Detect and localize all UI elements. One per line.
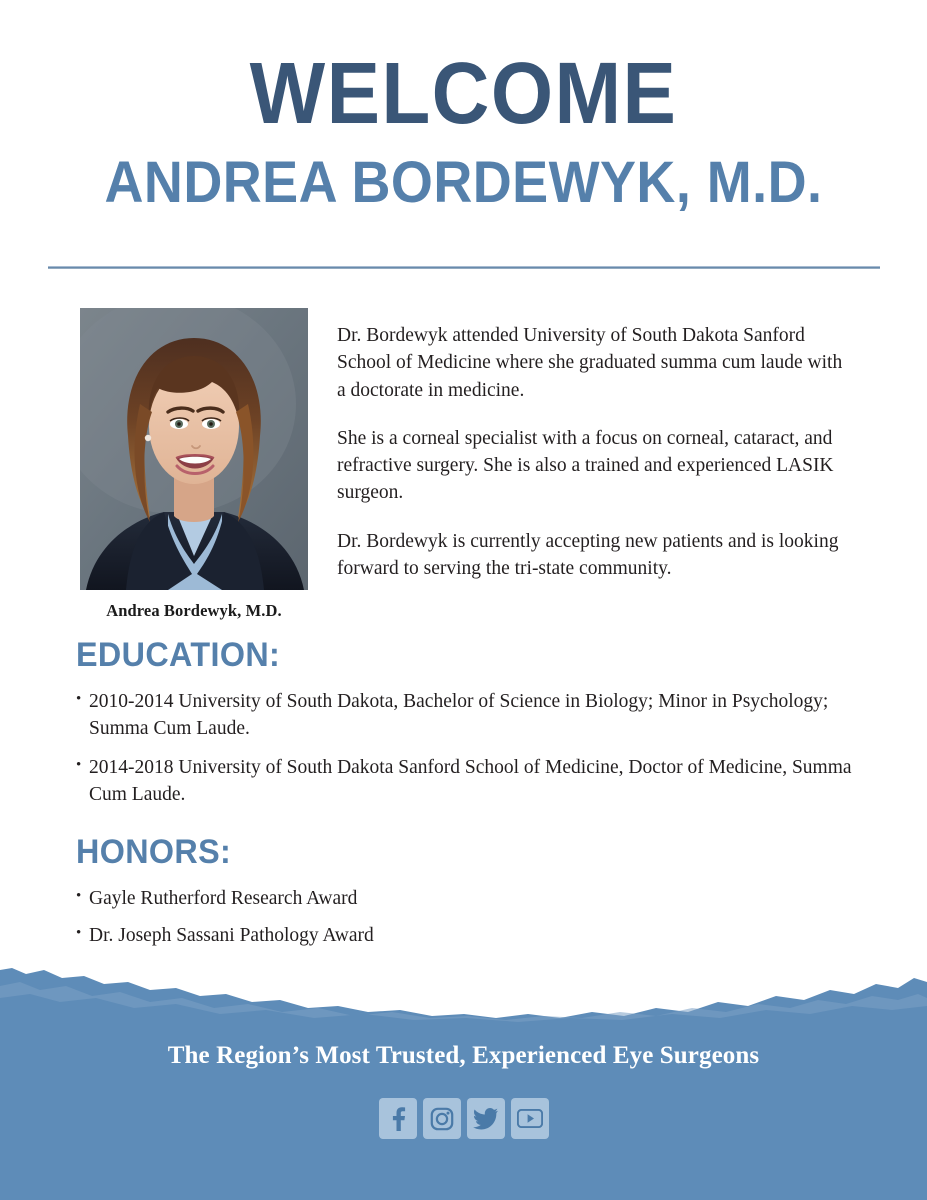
- footer-tagline: The Region’s Most Trusted, Experienced Eye Surgeons: [167, 1042, 760, 1069]
- social-links: [0, 1098, 927, 1139]
- twitter-icon[interactable]: [467, 1098, 505, 1139]
- list-item: • Gayle Rutherford Research Award: [76, 886, 876, 913]
- bio-paragraph: She is a corneal specialist with a focus on corneal, cataract, and refractive surgery. She is also a trained and experienced LASIK surgeon.: [337, 427, 834, 504]
- bio-paragraph: Dr. Bordewyk attended University of South Dakota Sanford School of Medicine where she graduated summa cum laude with a doctorate in medicine.: [337, 325, 843, 401]
- list-item: • Dr. Joseph Sassani Pathology Award: [76, 923, 876, 950]
- doctor-headshot-photo: [80, 308, 308, 590]
- list-item: • 2010-2014 University of South Dakota, Bachelor of Science in Biology; Minor in Psychology; Summa Cum Laude.: [76, 689, 876, 742]
- honors-section: [76, 835, 876, 959]
- instagram-icon[interactable]: [423, 1098, 461, 1139]
- education-list: [76, 689, 876, 808]
- page-title-welcome: WELCOME: [249, 45, 678, 142]
- list-item: • 2014-2018 University of South Dakota Sanford School of Medicine, Doctor of Medicine, Summa Cum Laude.: [76, 755, 876, 808]
- photo-caption: Andrea Bordewyk, M.D.: [106, 601, 282, 620]
- bio-paragraph: Dr. Bordewyk is currently accepting new patients and is looking forward to serving the tri-state community.: [337, 530, 839, 580]
- education-heading: EDUCATION:: [76, 636, 281, 674]
- honors-list: [76, 886, 876, 949]
- honors-heading: HONORS:: [76, 833, 232, 871]
- page-title-doctor-name: ANDREA BORDEWYK, M.D.: [104, 149, 823, 215]
- header: [0, 0, 927, 213]
- facebook-icon[interactable]: [379, 1098, 417, 1139]
- header-divider-rule: [48, 266, 880, 269]
- education-section: [76, 638, 876, 808]
- youtube-icon[interactable]: [511, 1098, 549, 1139]
- bio-text-block: [337, 322, 851, 582]
- doctor-photo-block: [80, 308, 308, 621]
- footer: [0, 960, 927, 1200]
